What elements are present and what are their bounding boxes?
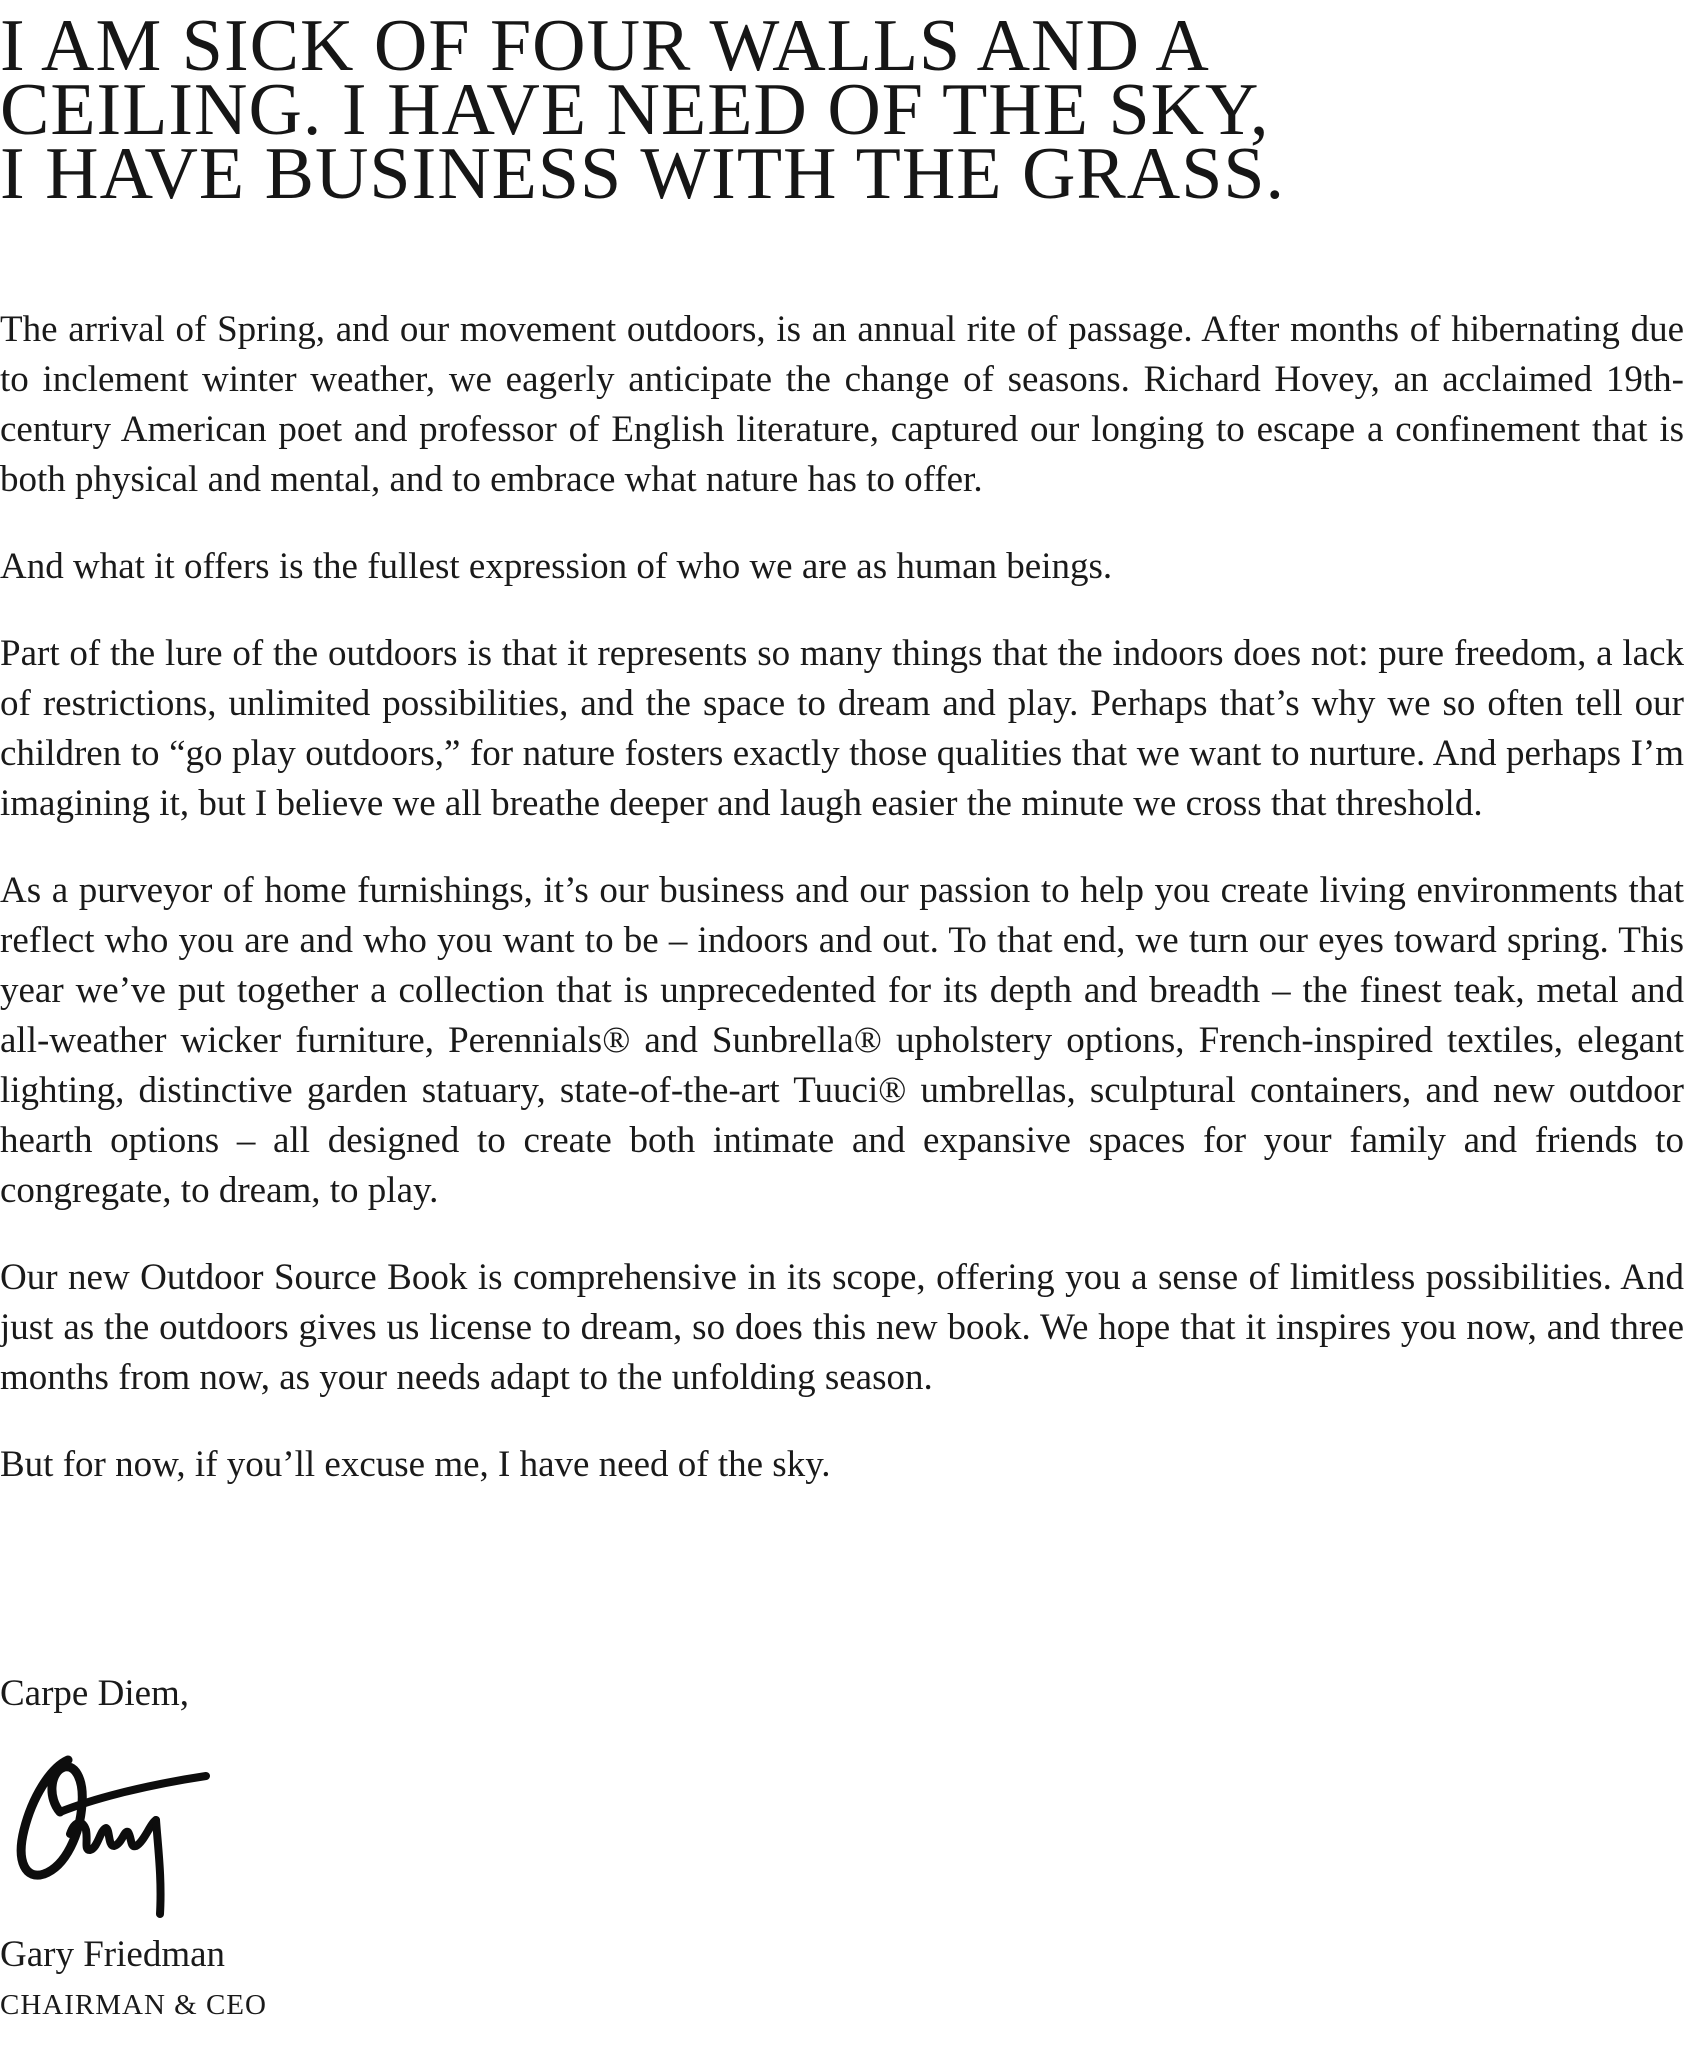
paragraph-spring-arrival: The arrival of Spring, and our movement outdoors, is an annual rite of passage. After months of hibernating due to inclement winter weather, we eagerly anticipate the change of seasons. Richard Hovey, an acclaimed 19th-century American poet and professor of English literature, captured our longing to escape a confinement that is both physical and mental, and to embrace what nature has to offer. <box>0 309 1684 500</box>
paragraph-fullest-expression: And what it offers is the fullest expression of who we are as human beings. <box>0 546 1113 587</box>
signature-image <box>10 1738 220 1918</box>
paragraph-source-book: Our new Outdoor Source Book is comprehensive in its scope, offering you a sense of limitless possibilities. And just as the outdoors gives us license to dream, so does this new book. We hope that it inspires you now, and three months from now, as your needs adapt to the unfolding season. <box>0 1257 1684 1398</box>
signer-name: Gary Friedman <box>0 1934 226 1975</box>
signer-title: CHAIRMAN & CEO <box>0 1989 267 2021</box>
headline-line-2: CEILING. I HAVE NEED OF THE SKY, <box>0 69 1270 151</box>
closing-salutation: Carpe Diem, <box>0 1673 190 1714</box>
headline-quote <box>0 5 1680 215</box>
headline-line-1: I AM SICK OF FOUR WALLS AND A <box>0 5 1210 87</box>
paragraph-need-of-sky: But for now, if you’ll excuse me, I have need of the sky. <box>0 1444 831 1485</box>
paragraph-purveyor: As a purveyor of home furnishings, it’s our business and our passion to help you create living environments that reflect who you are and who you want to be – indoors and out. To that end, we turn our eyes toward spring. This year we’ve put together a collection that is unprecedented for its depth and breadth – the finest teak, metal and all-weather wicker furniture, Perennials® and Sunbrella® upholstery options, French-inspired textiles, elegant lighting, distinctive garden statuary, state-of-the-art Tuuci® umbrellas, sculptural containers, and new outdoor hearth options – all designed to create both intimate and expansive spaces for your family and friends to congregate, to dream, to play. <box>0 870 1684 1211</box>
paragraph-lure-of-outdoors: Part of the lure of the outdoors is that it represents so many things that the indoors does not: pure freedom, a lack of restrictions, unlimited possibilities, and the space to dream and play. Perhaps that’s why we so often tell our children to “go play outdoors,” for nature fosters exactly those qualities that we want to nurture. And perhaps I’m imagining it, but I believe we all breathe deeper and laugh easier the minute we cross that threshold. <box>0 633 1684 824</box>
letter-body <box>0 305 1684 1490</box>
headline-line-3: I HAVE BUSINESS WITH THE GRASS. <box>0 133 1286 215</box>
